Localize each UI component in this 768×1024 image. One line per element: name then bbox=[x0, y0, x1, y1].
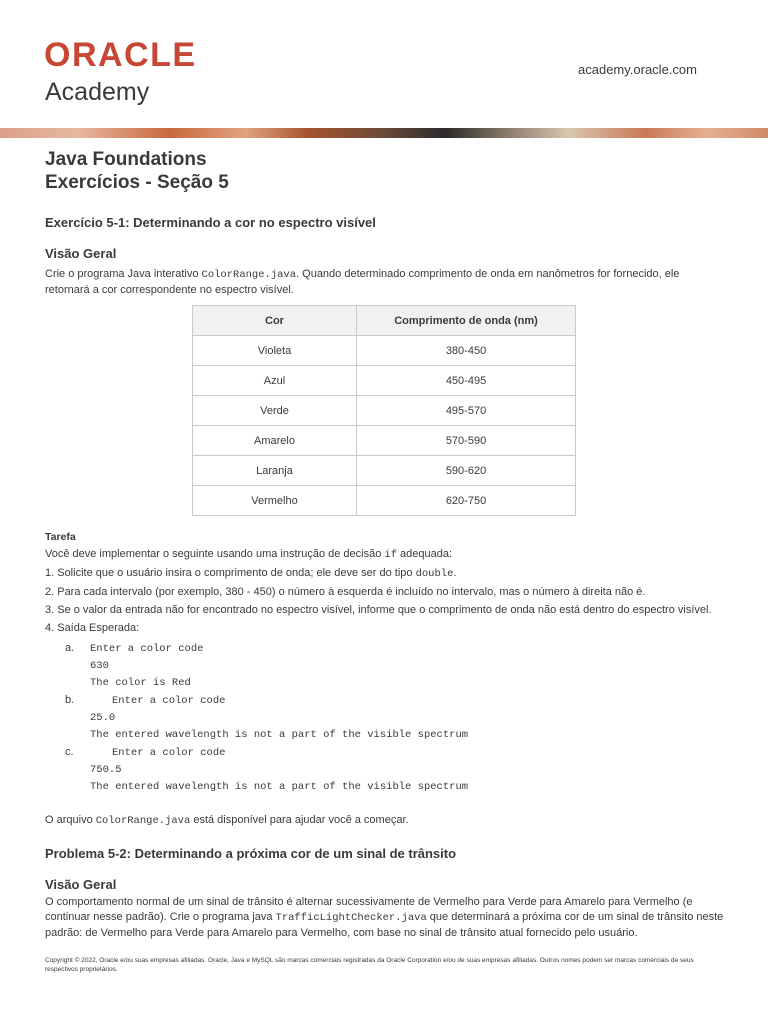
task-step-2: 2. Para cada intervalo (por exemplo, 380 - 450) o número à esquerda é incluído no intervalo, mas o número à direita não é. bbox=[45, 586, 646, 598]
exercise1-overview-text: Crie o programa Java interativo ColorRange.java. Quando determinado comprimento de onda em nanômetros for fornecido, ele retornará a cor correspondente no espectro visível. bbox=[45, 268, 680, 296]
task-heading: Tarefa bbox=[45, 531, 76, 543]
output-line: 25.0 bbox=[90, 712, 116, 724]
table-header-wavelength: Comprimento de onda (nm) bbox=[357, 306, 576, 336]
problem2-overview-heading: Visão Geral bbox=[45, 877, 117, 892]
doc-title-line1: Java Foundations bbox=[45, 149, 207, 170]
table-row bbox=[193, 456, 576, 486]
output-marker: b. bbox=[65, 694, 75, 706]
table-cell: Vermelho bbox=[193, 486, 357, 516]
output-line: Enter a color code bbox=[90, 643, 204, 655]
exercise1-closing: O arquivo ColorRange.java está disponível para ajudar você a começar. bbox=[45, 814, 409, 827]
task-step-3: 3. Se o valor da entrada não for encontrado no espectro visível, informe que o comprimento de onda não está dentro do espectro visível. bbox=[45, 604, 712, 616]
expected-output-c bbox=[65, 744, 725, 796]
problem2-heading: Problema 5-2: Determinando a próxima cor de um sinal de trânsito bbox=[45, 846, 457, 861]
table-cell: 570-590 bbox=[357, 426, 576, 456]
table-cell: 450-495 bbox=[357, 366, 576, 396]
expected-output-b bbox=[65, 692, 725, 744]
table-cell: 620-750 bbox=[357, 486, 576, 516]
table-row bbox=[193, 336, 576, 366]
code-if: if bbox=[384, 549, 397, 561]
copyright-footer: Copyright © 2022, Oracle e/ou suas empresas afiliadas. Oracle, Java e MySQL são marcas comerciais registradas da Oracle Corporation e/ou de suas empresas afiliadas. Outros nomes podem ser marcas comerciais de seus respectivos proprietários. bbox=[45, 957, 694, 973]
decorative-banner bbox=[0, 128, 768, 138]
exercise1-overview-heading: Visão Geral bbox=[45, 246, 117, 261]
output-marker: c. bbox=[65, 746, 74, 758]
output-line: The entered wavelength is not a part of the visible spectrum bbox=[90, 781, 469, 793]
doc-title-line2: Exercícios - Seção 5 bbox=[45, 172, 229, 193]
oracle-logo: ORACLE bbox=[44, 36, 197, 74]
document-body bbox=[45, 148, 725, 941]
output-marker: a. bbox=[65, 642, 75, 654]
task-intro: Você deve implementar o seguinte usando uma instrução de decisão if adequada: bbox=[45, 548, 453, 561]
color-wavelength-table bbox=[192, 305, 576, 516]
output-line: 630 bbox=[90, 660, 109, 672]
task-step-4: 4. Saída Esperada: bbox=[45, 622, 140, 634]
table-cell: 495-570 bbox=[357, 396, 576, 426]
exercise1-heading: Exercício 5-1: Determinando a cor no espectro visível bbox=[45, 215, 376, 230]
output-line: Enter a color code bbox=[112, 747, 226, 759]
expected-output-list bbox=[65, 640, 725, 796]
table-cell: Verde bbox=[193, 396, 357, 426]
output-line: The entered wavelength is not a part of the visible spectrum bbox=[90, 729, 469, 741]
output-line: 750.5 bbox=[90, 764, 122, 776]
table-row bbox=[193, 426, 576, 456]
table-header-cor: Cor bbox=[193, 306, 357, 336]
site-url: academy.oracle.com bbox=[578, 62, 697, 77]
code-trafficlight: TrafficLightChecker.java bbox=[275, 912, 427, 924]
table-cell: Amarelo bbox=[193, 426, 357, 456]
output-line: Enter a color code bbox=[112, 695, 226, 707]
table-header-row bbox=[193, 306, 576, 336]
table-cell: Violeta bbox=[193, 336, 357, 366]
code-colorrange: ColorRange.java bbox=[201, 269, 297, 281]
table-cell: Laranja bbox=[193, 456, 357, 486]
table-cell: 380-450 bbox=[357, 336, 576, 366]
expected-output-a bbox=[65, 640, 725, 692]
code-colorrange-2: ColorRange.java bbox=[95, 815, 191, 827]
task-step-1: 1. Solicite que o usuário insira o comprimento de onda; ele deve ser do tipo double. bbox=[45, 567, 457, 580]
output-line: The color is Red bbox=[90, 677, 191, 689]
table-row bbox=[193, 486, 576, 516]
academy-logo-text: Academy bbox=[45, 78, 150, 106]
table-cell: 590-620 bbox=[357, 456, 576, 486]
table-row bbox=[193, 396, 576, 426]
problem2-overview-text: O comportamento normal de um sinal de trânsito é alternar sucessivamente de Vermelho para Verde para Amarelo para Vermelho (e continuar nesse padrão). Crie o programa java TrafficLightChecker.java que determinará a próxima cor de um sinal de trânsito neste padrão: de Vermelho para Verde para Amarelo para Vermelho, com base no sinal de trânsito atual fornecido pelo usuário. bbox=[45, 896, 724, 939]
page-header bbox=[0, 0, 768, 128]
table-cell: Azul bbox=[193, 366, 357, 396]
table-row bbox=[193, 366, 576, 396]
code-double: double bbox=[415, 568, 454, 580]
